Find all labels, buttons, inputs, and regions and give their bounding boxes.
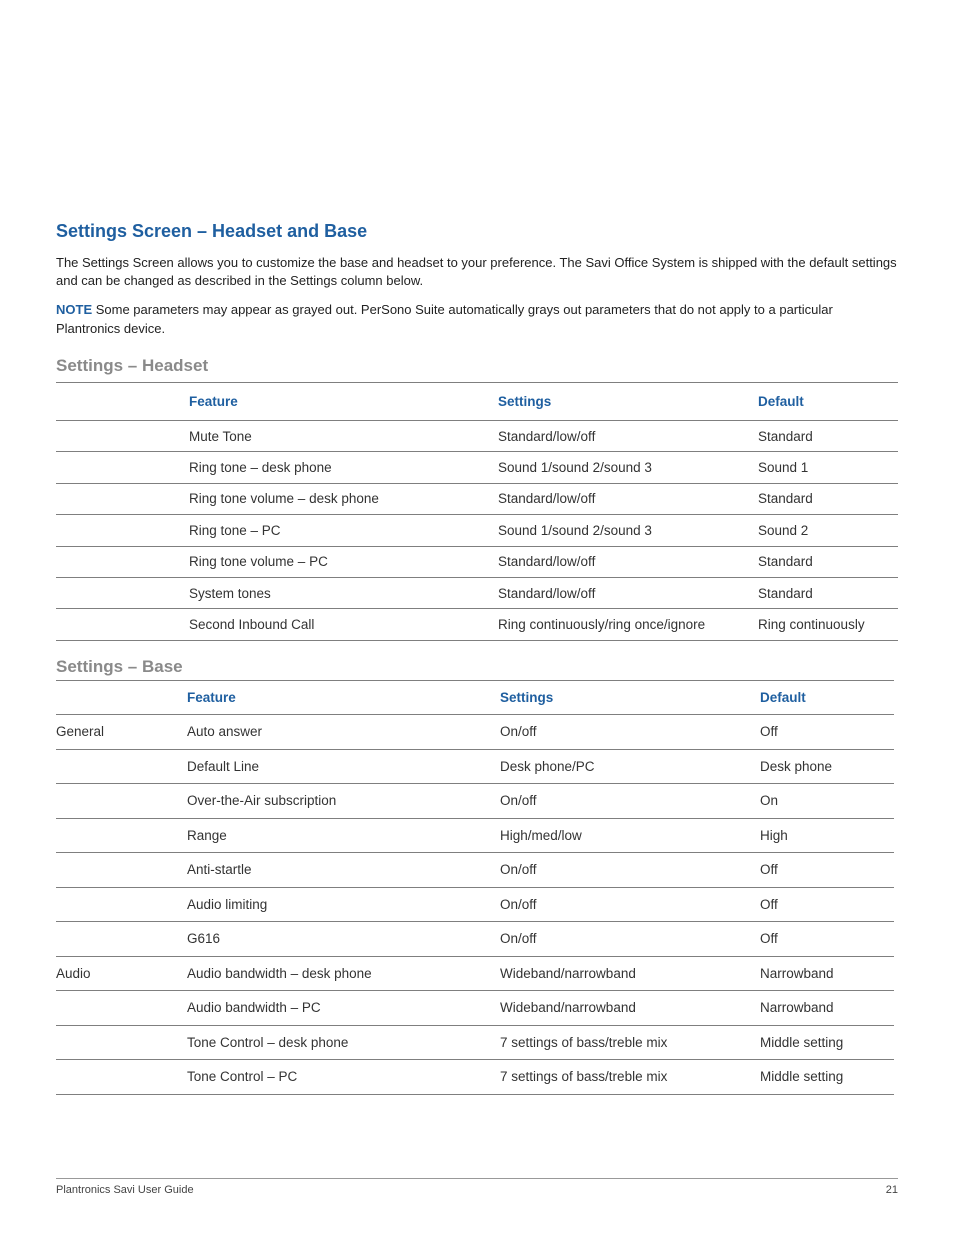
header-empty-cell — [56, 383, 189, 421]
feature-cell: Range — [187, 818, 500, 853]
header-settings: Settings — [498, 383, 758, 421]
default-cell: Desk phone — [760, 749, 894, 784]
intro-paragraph: The Settings Screen allows you to customize the base and headset to your preference. The Savi Office System is shipped with the default settings and can be changed as described in the Settings column below. — [56, 255, 897, 288]
feature-cell: Mute Tone — [189, 421, 498, 452]
table-row — [56, 922, 894, 957]
table-row — [56, 609, 898, 640]
group-cell — [56, 1025, 187, 1060]
group-cell — [56, 818, 187, 853]
group-cell — [56, 1060, 187, 1095]
feature-cell: G616 — [187, 922, 500, 957]
group-cell — [56, 922, 187, 957]
note-text: Some parameters may appear as grayed out. PerSono Suite automatically grays out parameters that do not apply to a particular Plantronics device. — [56, 302, 833, 336]
table-row — [56, 784, 894, 819]
table-row — [56, 452, 898, 483]
default-cell: Narrowband — [760, 956, 894, 991]
group-cell — [56, 452, 189, 483]
default-cell: Narrowband — [760, 991, 894, 1026]
settings-cell: Desk phone/PC — [500, 749, 760, 784]
note-label: NOTE — [56, 302, 93, 317]
table-row — [56, 749, 894, 784]
base-settings-title: Settings – Base — [56, 657, 183, 676]
default-cell: Standard — [758, 483, 898, 514]
feature-cell: Second Inbound Call — [189, 609, 498, 640]
default-cell: Middle setting — [760, 1025, 894, 1060]
settings-cell: 7 settings of bass/treble mix — [500, 1025, 760, 1060]
group-cell — [56, 577, 189, 608]
default-cell: Sound 1 — [758, 452, 898, 483]
footer-guide-title: Plantronics Savi User Guide — [56, 1184, 194, 1196]
default-cell: Off — [760, 853, 894, 888]
headset-settings-table — [56, 382, 898, 641]
group-cell — [56, 609, 189, 640]
group-cell: Audio — [56, 956, 187, 991]
settings-cell: Standard/low/off — [498, 577, 758, 608]
feature-cell: System tones — [189, 577, 498, 608]
default-cell: Off — [760, 887, 894, 922]
feature-cell: Audio limiting — [187, 887, 500, 922]
default-cell: Sound 2 — [758, 515, 898, 546]
feature-cell: Tone Control – desk phone — [187, 1025, 500, 1060]
feature-cell: Over-the-Air subscription — [187, 784, 500, 819]
settings-cell: Standard/low/off — [498, 546, 758, 577]
table-row — [56, 715, 894, 750]
settings-cell: On/off — [500, 922, 760, 957]
header-feature: Feature — [189, 383, 498, 421]
feature-cell: Ring tone volume – desk phone — [189, 483, 498, 514]
page-number: 21 — [885, 1184, 898, 1196]
feature-cell: Tone Control – PC — [187, 1060, 500, 1095]
settings-cell: Standard/low/off — [498, 483, 758, 514]
section-title: Settings Screen – Headset and Base — [56, 221, 368, 241]
table-row — [56, 991, 894, 1026]
feature-cell: Ring tone – PC — [189, 515, 498, 546]
table-row — [56, 546, 898, 577]
settings-cell: On/off — [500, 853, 760, 888]
base-settings-table — [56, 680, 894, 1095]
table-row — [56, 956, 894, 991]
group-cell — [56, 853, 187, 888]
default-cell: Off — [760, 922, 894, 957]
headset-settings-title: Settings – Headset — [56, 356, 209, 375]
feature-cell: Ring tone – desk phone — [189, 452, 498, 483]
note-paragraph — [56, 300, 898, 338]
table-header-row — [56, 383, 898, 421]
default-cell: Standard — [758, 577, 898, 608]
header-default: Default — [758, 383, 898, 421]
group-cell — [56, 784, 187, 819]
table-row — [56, 1060, 894, 1095]
default-cell: High — [760, 818, 894, 853]
table-row — [56, 483, 898, 514]
settings-cell: Sound 1/sound 2/sound 3 — [498, 452, 758, 483]
settings-cell: High/med/low — [500, 818, 760, 853]
group-cell: General — [56, 715, 187, 750]
feature-cell: Default Line — [187, 749, 500, 784]
table-row — [56, 818, 894, 853]
header-settings: Settings — [500, 681, 760, 715]
settings-cell: Wideband/narrowband — [500, 991, 760, 1026]
default-cell: Off — [760, 715, 894, 750]
group-cell — [56, 887, 187, 922]
group-cell — [56, 483, 189, 514]
settings-cell: Standard/low/off — [498, 421, 758, 452]
table-header-row — [56, 681, 894, 715]
default-cell: Standard — [758, 421, 898, 452]
default-cell: On — [760, 784, 894, 819]
table-row — [56, 577, 898, 608]
default-cell: Ring continuously — [758, 609, 898, 640]
feature-cell: Auto answer — [187, 715, 500, 750]
header-feature: Feature — [187, 681, 500, 715]
header-empty-cell — [56, 681, 187, 715]
settings-cell: On/off — [500, 715, 760, 750]
footer-divider — [56, 1178, 898, 1179]
settings-cell: 7 settings of bass/treble mix — [500, 1060, 760, 1095]
settings-cell: Wideband/narrowband — [500, 956, 760, 991]
group-cell — [56, 421, 189, 452]
settings-cell: On/off — [500, 784, 760, 819]
settings-cell: Ring continuously/ring once/ignore — [498, 609, 758, 640]
feature-cell: Audio bandwidth – desk phone — [187, 956, 500, 991]
settings-cell: Sound 1/sound 2/sound 3 — [498, 515, 758, 546]
group-cell — [56, 546, 189, 577]
table-row — [56, 887, 894, 922]
table-row — [56, 1025, 894, 1060]
table-row — [56, 853, 894, 888]
group-cell — [56, 749, 187, 784]
group-cell — [56, 991, 187, 1026]
default-cell: Middle setting — [760, 1060, 894, 1095]
feature-cell: Anti-startle — [187, 853, 500, 888]
table-row — [56, 515, 898, 546]
feature-cell: Ring tone volume – PC — [189, 546, 498, 577]
settings-cell: On/off — [500, 887, 760, 922]
header-default: Default — [760, 681, 894, 715]
table-row — [56, 421, 898, 452]
default-cell: Standard — [758, 546, 898, 577]
group-cell — [56, 515, 189, 546]
feature-cell: Audio bandwidth – PC — [187, 991, 500, 1026]
